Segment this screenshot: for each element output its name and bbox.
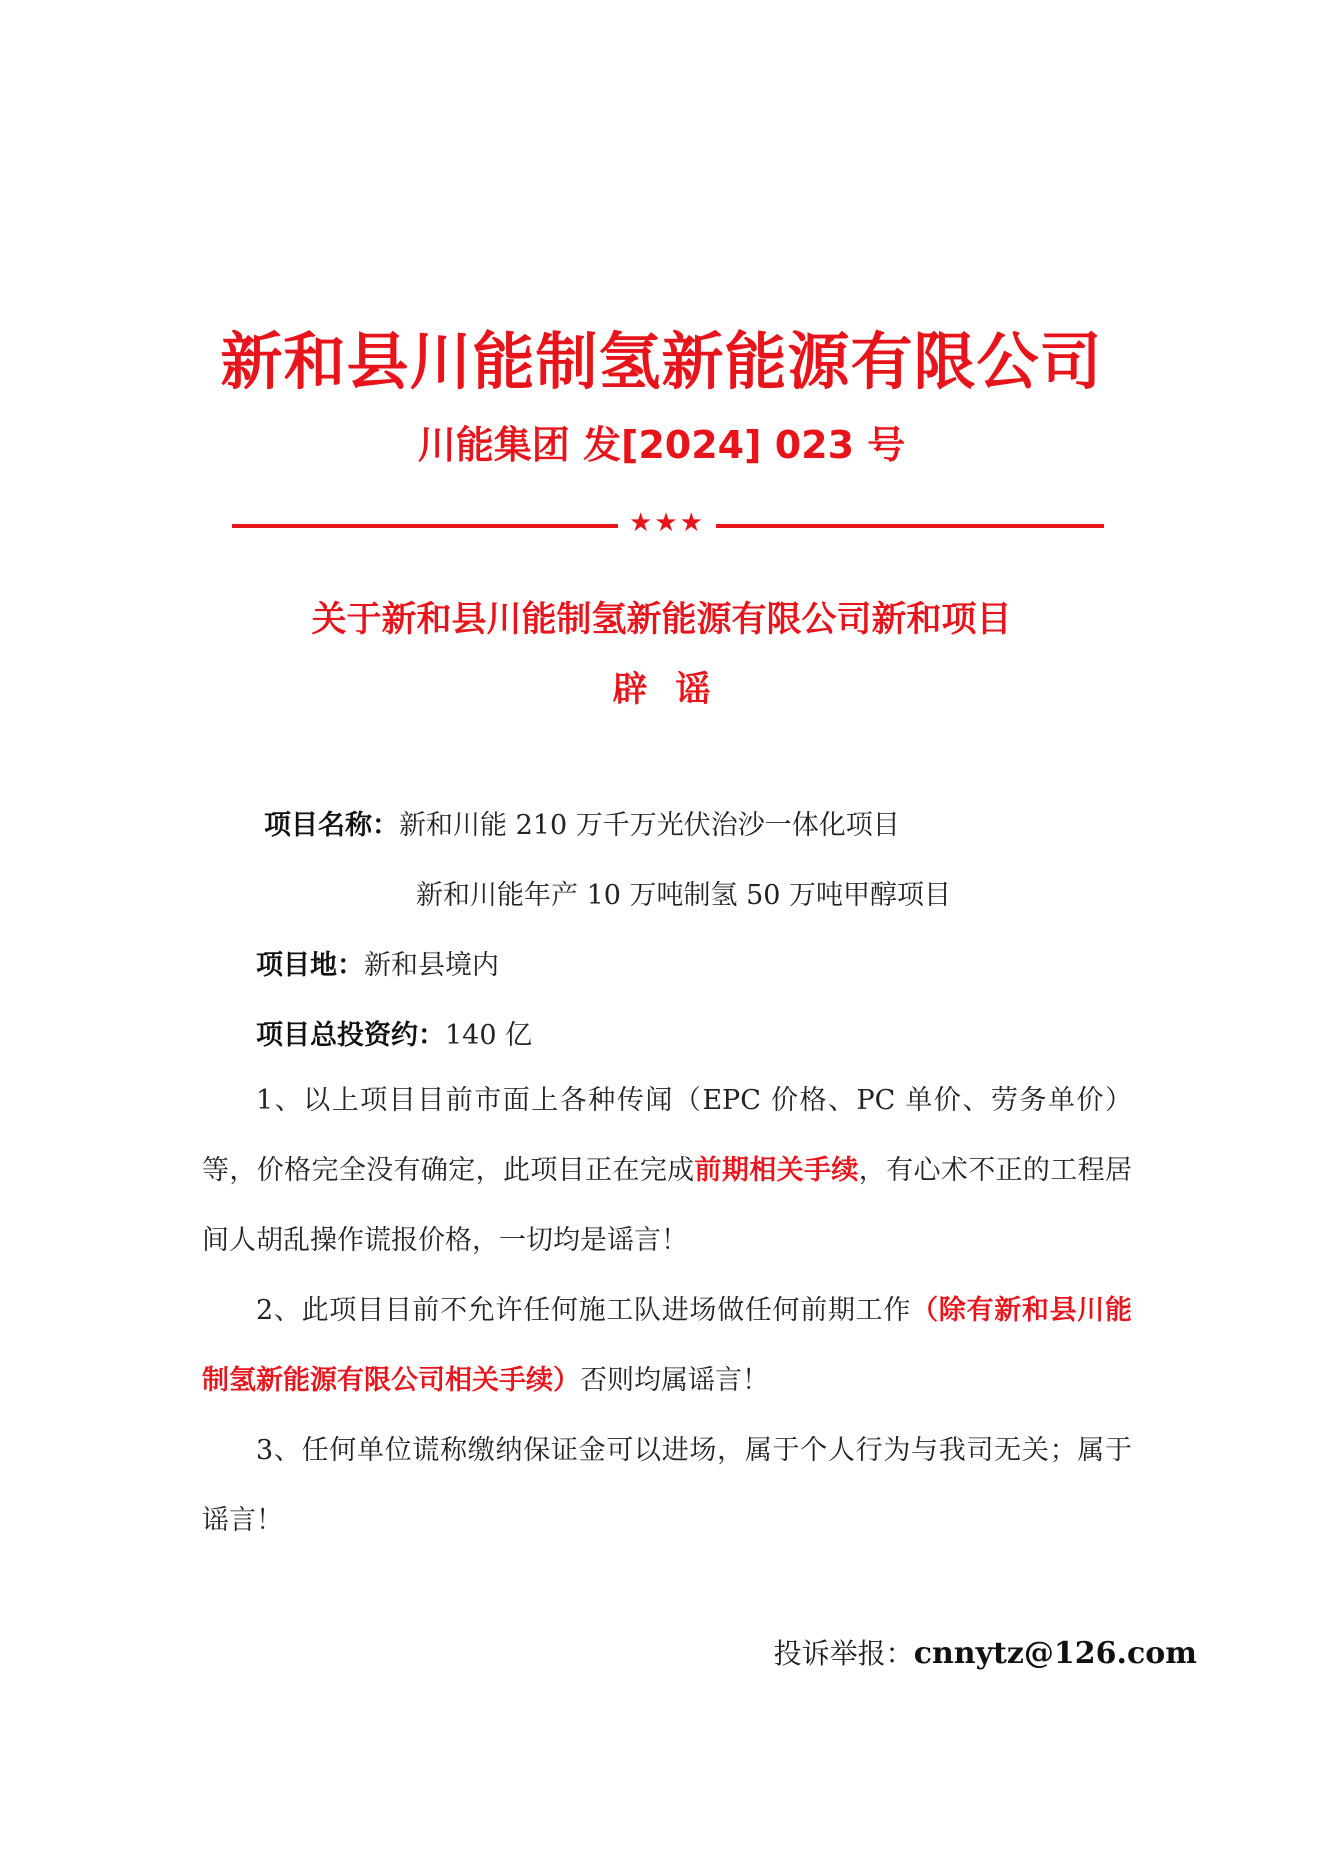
location-label: 项目地： (256, 950, 364, 981)
subject-line: 关于新和县川能制氢新能源有限公司新和项目 (311, 600, 1012, 640)
paragraph-3 (202, 1416, 1132, 1556)
contact-email[interactable]: cnnytz@126.com (913, 1636, 1197, 1671)
project-name-value-2: 新和川能年产 10 万吨制氢 50 万吨甲醇项目 (416, 880, 952, 911)
paragraph-1-highlight: 前期相关手续 (694, 1155, 859, 1186)
location-value: 新和县境内 (364, 950, 499, 981)
divider-line-right (716, 524, 1104, 528)
location-field (256, 946, 499, 986)
investment-field (256, 1016, 532, 1056)
paragraph-3-text: 3、任何单位谎称缴纳保证金可以进场，属于个人行为与我司无关；属于谣言！ (202, 1435, 1132, 1536)
contact-label: 投诉举报： (773, 1637, 914, 1670)
organization-title: 新和县川能制氢新能源有限公司 (220, 325, 1103, 398)
paragraph-1 (202, 1066, 1132, 1276)
divider-line-left (232, 524, 618, 528)
document-number: 川能集团 发[2024] 023 号 (417, 423, 906, 467)
investment-value: 140 亿 (445, 1020, 533, 1051)
paragraph-1-text-a: 1、以上项目目前市面上各种传闻（EPC 价格、PC 单价、劳务单价）等，价格完全没有确定，此项目正在完成 (202, 1085, 1132, 1186)
paragraph-2-text-a: 2、此项目目前不允许任何施工队进场做任何前期工作 (256, 1295, 912, 1326)
paragraph-1-text-b: ，有心术不正的工程居间人胡乱操作谎报价格，一切均是谣言！ (202, 1155, 1133, 1256)
paragraph-2-highlight: （除有新和县川能制氢新能源有限公司相关手续） (202, 1295, 1133, 1396)
contact-line (774, 1632, 1197, 1672)
project-name-label: 项目名称： (264, 810, 399, 841)
project-name-field (264, 806, 900, 846)
subject-title: 辟谣 (612, 670, 739, 710)
project-name-field-2 (416, 876, 951, 916)
investment-label: 项目总投资约： (256, 1020, 445, 1051)
paragraph-2-text-b: 否则均属谣言！ (580, 1365, 769, 1396)
project-name-value-1: 新和川能 210 万千万光伏治沙一体化项目 (399, 810, 900, 841)
paragraph-2 (202, 1276, 1132, 1416)
divider-stars: ★★★ (629, 508, 705, 538)
